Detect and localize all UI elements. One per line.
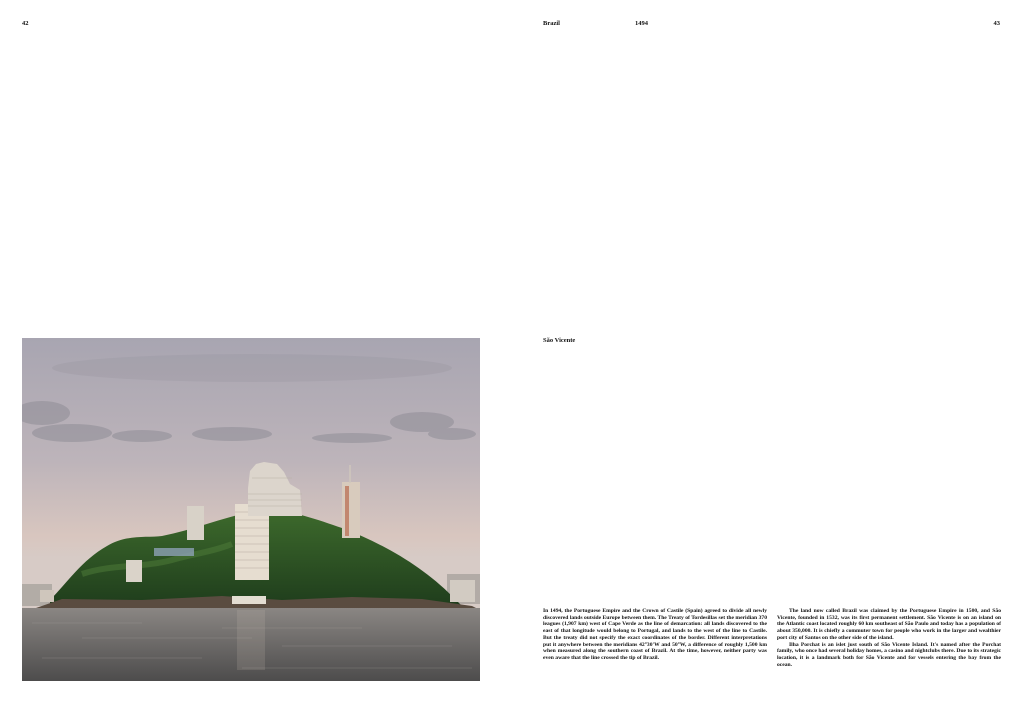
paragraph: The land now called Brazil was claimed by the Portuguese Empire in 1500, and São Vicente, founded in 1532, was its first permanent settlement. São Vicente is on an island on the Atlantic coast located roughly 60 km southeast of São Paulo and today has a population of about 350,000. It is chiefly a commuter town for people who work in the larger and wealthier port city of Santos on the other side of the island. xyxy=(777,608,1001,641)
body-text-right-column xyxy=(777,608,1001,668)
page-number-right: 43 xyxy=(993,20,1000,27)
running-header-year: 1494 xyxy=(635,20,648,27)
reflection xyxy=(237,610,265,670)
page-number-left: 42 xyxy=(22,20,29,27)
waterfront-building xyxy=(232,596,266,604)
running-header-country: Brazil xyxy=(543,20,560,27)
island-photo xyxy=(22,338,480,681)
place-title: São Vicente xyxy=(543,337,576,344)
paragraph: In 1494, the Portuguese Empire and the Crown of Castile (Spain) agreed to divide all newly discovered lands outside Europe between them. The Treaty of Tordesillas set the meridian 370 leagues (1,907 km) west of Cape Verde as the line of demarcation: all lands discovered to the east of that longitude would belong to Portugal, and lands to the west of the line to Castile. But the treaty did not specify the exact coordinates of the border. Different interpretations put it anywhere between the meridians 42°30'W and 50°W, a difference of roughly 1,500 km when measured along the southern coast of Brazil. At the time, however, neither party was even aware that the line crossed the tip of Brazil. xyxy=(543,608,767,661)
body-text-left-column xyxy=(543,608,767,662)
paragraph: Ilha Porchat is an islet just south of São Vicente Island. It's named after the Porchat family, who once had several holiday homes, a casino and nightclubs there. Due to its strategic location, it is a landmark both for São Vicente and for vessels entering the bay from the ocean. xyxy=(777,641,1001,668)
